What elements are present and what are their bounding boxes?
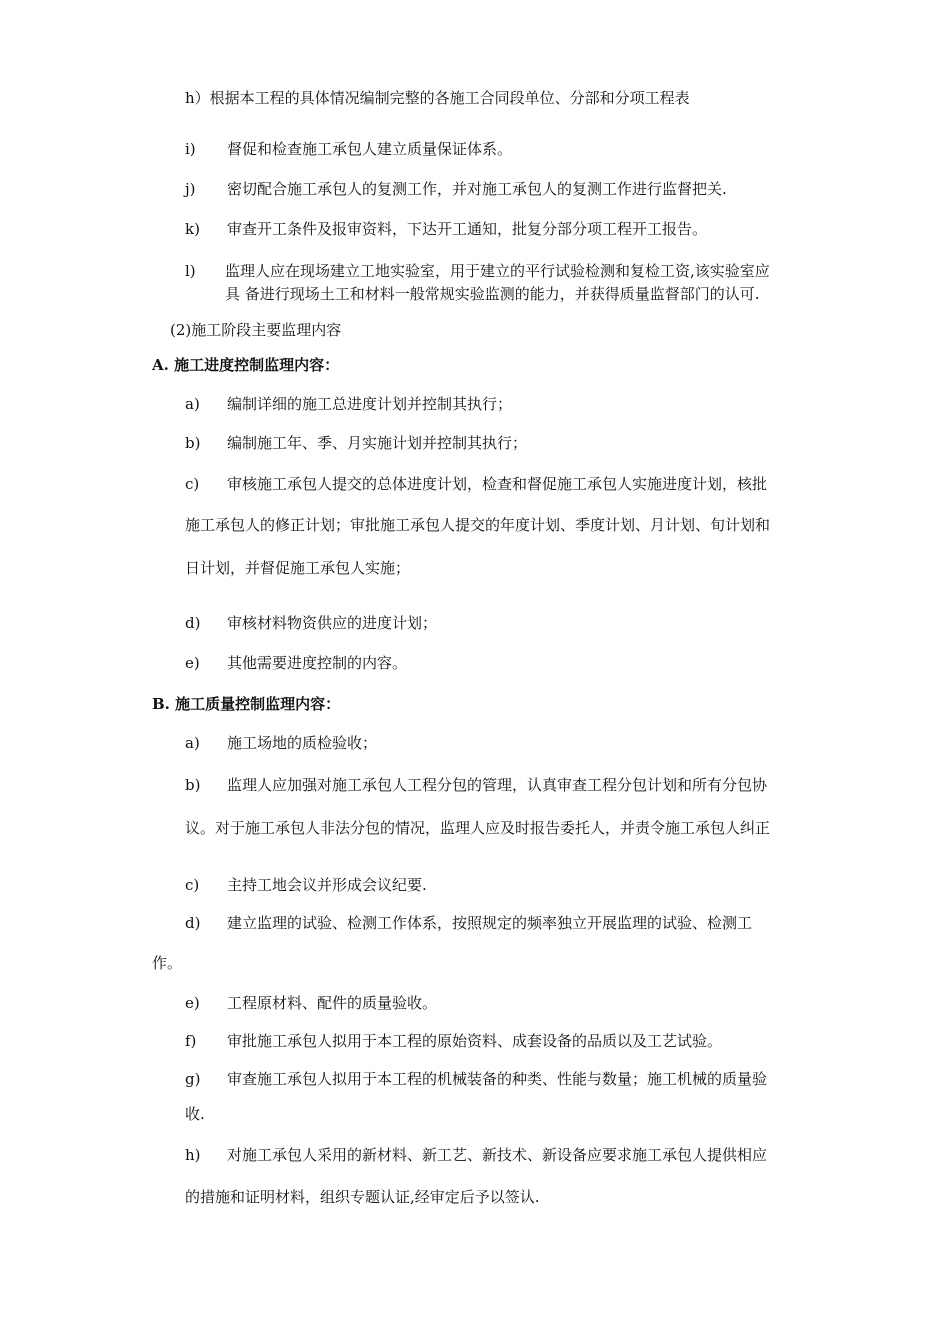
b-item-d-continuation <box>152 953 182 973</box>
item-text: 的措施和证明材料，组织专题认证,经审定后予以签认. <box>185 1188 540 1206</box>
item-marker: d) <box>185 914 201 932</box>
item-marker: l) <box>185 262 196 280</box>
item-text: 对施工承包人采用的新材料、新工艺、新技术、新设备应要求施工承包人提供相应 <box>227 1146 768 1164</box>
b-item-g-continuation <box>185 1104 205 1124</box>
subheading-text: (2)施工阶段主要监理内容 <box>170 321 342 339</box>
section-subheading <box>170 320 341 340</box>
item-text: 编制详细的施工总进度计划并控制其执行； <box>227 395 513 413</box>
b-item-b-continuation <box>185 818 770 838</box>
item-k <box>185 219 707 239</box>
item-marker: a) <box>185 734 200 752</box>
b-item-h-continuation <box>185 1187 540 1207</box>
a-item-d <box>185 613 437 633</box>
item-marker: b) <box>185 776 201 794</box>
item-marker: a) <box>185 395 200 413</box>
item-marker: e) <box>185 994 200 1012</box>
b-item-e <box>185 993 437 1013</box>
item-text: 作。 <box>152 954 183 972</box>
a-item-c-continuation-2 <box>185 558 410 578</box>
section-a-title-text: A. 施工进度控制监理内容： <box>152 356 340 374</box>
item-text: 建立监理的试验、检测工作体系，按照规定的频率独立开展监理的试验、检测工 <box>227 914 753 932</box>
a-item-b <box>185 433 527 453</box>
b-item-a <box>185 733 377 753</box>
item-marker: i) <box>185 140 196 158</box>
section-a-title <box>152 355 339 375</box>
item-marker: c) <box>185 475 200 493</box>
item-text: 监理人应加强对施工承包人工程分包的管理，认真审查工程分包计划和所有分包协 <box>227 776 768 794</box>
item-text: 施工承包人的修正计划；审批施工承包人提交的年度计划、季度计划、月计划、旬计划和 <box>185 516 771 534</box>
item-h-top <box>185 88 690 108</box>
b-item-d <box>185 913 752 933</box>
item-text: 收. <box>185 1105 205 1123</box>
item-text: 编制施工年、季、月实施计划并控制其执行； <box>227 434 528 452</box>
item-marker: k) <box>185 220 200 238</box>
item-text: 具 备进行现场土工和材料一般常规实验监测的能力，并获得质量监督部门的认可. <box>225 285 760 303</box>
item-text: 审核材料物资供应的进度计划； <box>227 614 438 632</box>
item-text: 议。对于施工承包人非法分包的情况，监理人应及时报告委托人，并责令施工承包人纠正 <box>185 819 771 837</box>
item-j <box>185 179 727 199</box>
item-marker: f) <box>185 1032 197 1050</box>
b-item-c <box>185 875 427 895</box>
item-text: 审核施工承包人提交的总体进度计划，检查和督促施工承包人实施进度计划，核批 <box>227 475 768 493</box>
item-marker: h) <box>185 1146 201 1164</box>
item-marker: b) <box>185 434 201 452</box>
item-text: 日计划，并督促施工承包人实施； <box>185 559 411 577</box>
item-text: 其他需要进度控制的内容。 <box>227 654 408 672</box>
b-item-g <box>185 1069 767 1089</box>
item-text: 审查施工承包人拟用于本工程的机械装备的种类、性能与数量；施工机械的质量验 <box>227 1070 768 1088</box>
item-text: 督促和检查施工承包人建立质量保证体系。 <box>227 140 513 158</box>
item-text: h）根据本工程的具体情况编制完整的各施工合同段单位、分部和分项工程表 <box>185 89 690 107</box>
a-item-a <box>185 394 512 414</box>
item-text: 监理人应在现场建立工地实验室，用于建立的平行试验检测和复检工资,该实验室应 <box>225 262 770 280</box>
item-text: 工程原材料、配件的质量验收。 <box>227 994 438 1012</box>
b-item-b <box>185 775 767 795</box>
item-text: 审查开工条件及报审资料，下达开工通知，批复分部分项工程开工报告。 <box>227 220 708 238</box>
item-l-continuation <box>225 284 760 304</box>
item-marker: e) <box>185 654 200 672</box>
item-l <box>185 261 770 281</box>
item-marker: j) <box>185 180 196 198</box>
a-item-e <box>185 653 407 673</box>
a-item-c-continuation-1 <box>185 515 770 535</box>
b-item-f <box>185 1031 722 1051</box>
item-marker: c) <box>185 876 200 894</box>
item-marker: g) <box>185 1070 201 1088</box>
section-b-title-text: B. 施工质量控制监理内容： <box>152 695 341 713</box>
item-text: 施工场地的质检验收； <box>227 734 378 752</box>
section-b-title <box>152 694 340 714</box>
item-text: 密切配合施工承包人的复测工作，并对施工承包人的复测工作进行监督把关. <box>227 180 727 198</box>
a-item-c <box>185 474 767 494</box>
item-text: 审批施工承包人拟用于本工程的原始资料、成套设备的品质以及工艺试验。 <box>227 1032 723 1050</box>
item-i <box>185 139 512 159</box>
item-marker: d) <box>185 614 201 632</box>
b-item-h <box>185 1145 767 1165</box>
item-text: 主持工地会议并形成会议纪要. <box>227 876 427 894</box>
